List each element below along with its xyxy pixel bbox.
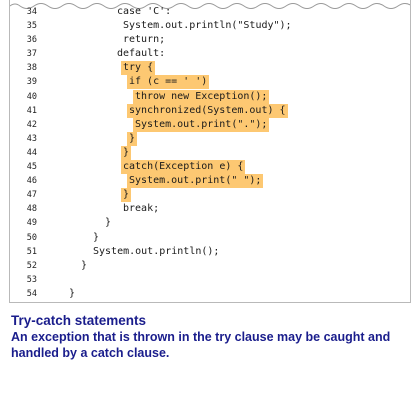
code-line [10,19,410,33]
code-listing-panel [9,0,411,303]
code-line [10,188,410,202]
line-number: 39 [26,77,37,88]
line-number: 49 [26,218,37,229]
highlighted-code-text: } [123,146,130,158]
line-number: 54 [26,288,37,299]
code-line [10,5,410,19]
code-line [10,216,410,230]
code-line [10,75,410,89]
highlighted-code-text: try { [123,62,154,74]
highlighted-code-text: throw new Exception(); [135,90,268,102]
code-line [10,273,410,287]
line-number: 48 [26,204,37,215]
code-text: default: [117,48,166,60]
line-number: 46 [26,176,37,187]
code-text: } [69,287,76,299]
line-number: 40 [26,91,37,102]
line-number: 50 [26,232,37,243]
code-line [10,33,410,47]
line-number: 38 [26,63,37,74]
line-number: 37 [26,49,37,60]
highlighted-code-text: System.out.print("."); [135,118,268,130]
code-text: } [93,231,100,243]
code-line [10,132,410,146]
line-number: 42 [26,119,37,130]
code-line [10,90,410,104]
code-line [10,202,410,216]
line-number: 36 [26,35,37,46]
line-number: 45 [26,162,37,173]
line-number: 53 [26,274,37,285]
code-line [10,146,410,160]
code-text: System.out.println(); [93,245,220,257]
highlighted-code-text: } [129,132,136,144]
highlighted-code-text: if (c == ' ') [129,76,208,88]
line-number: 44 [26,147,37,158]
line-number: 47 [26,190,37,201]
code-line [10,160,410,174]
code-text: case 'C': [117,6,172,17]
code-text: System.out.println("Study"); [123,20,292,32]
caption-description: An exception that is thrown in the try clause may be caught and handled by a catch clause. [11,330,391,360]
line-number: 35 [26,21,37,32]
code-line [10,259,410,273]
code-text: } [105,217,112,229]
line-number: 43 [26,133,37,144]
code-line [10,231,410,245]
highlighted-code-text: System.out.print(" "); [129,175,262,187]
code-line [10,245,410,259]
code-text: break; [123,203,160,215]
code-text: } [81,259,88,271]
caption-title: Try-catch statements [11,313,147,328]
code-line [10,174,410,188]
highlighted-code-text: catch(Exception e) { [123,161,244,173]
caption [11,312,416,361]
code-line [10,47,410,61]
code-text: return; [123,34,166,46]
line-number: 51 [26,246,37,257]
highlighted-code-text: } [123,189,130,201]
line-number: 34 [26,7,37,17]
highlighted-code-text: synchronized(System.out) { [129,104,286,116]
code-line [10,118,410,132]
code-line [10,61,410,75]
code-line [10,287,410,301]
line-number: 52 [26,260,37,271]
line-number: 41 [26,105,37,116]
code-line [10,104,410,118]
code-lines [10,5,410,301]
